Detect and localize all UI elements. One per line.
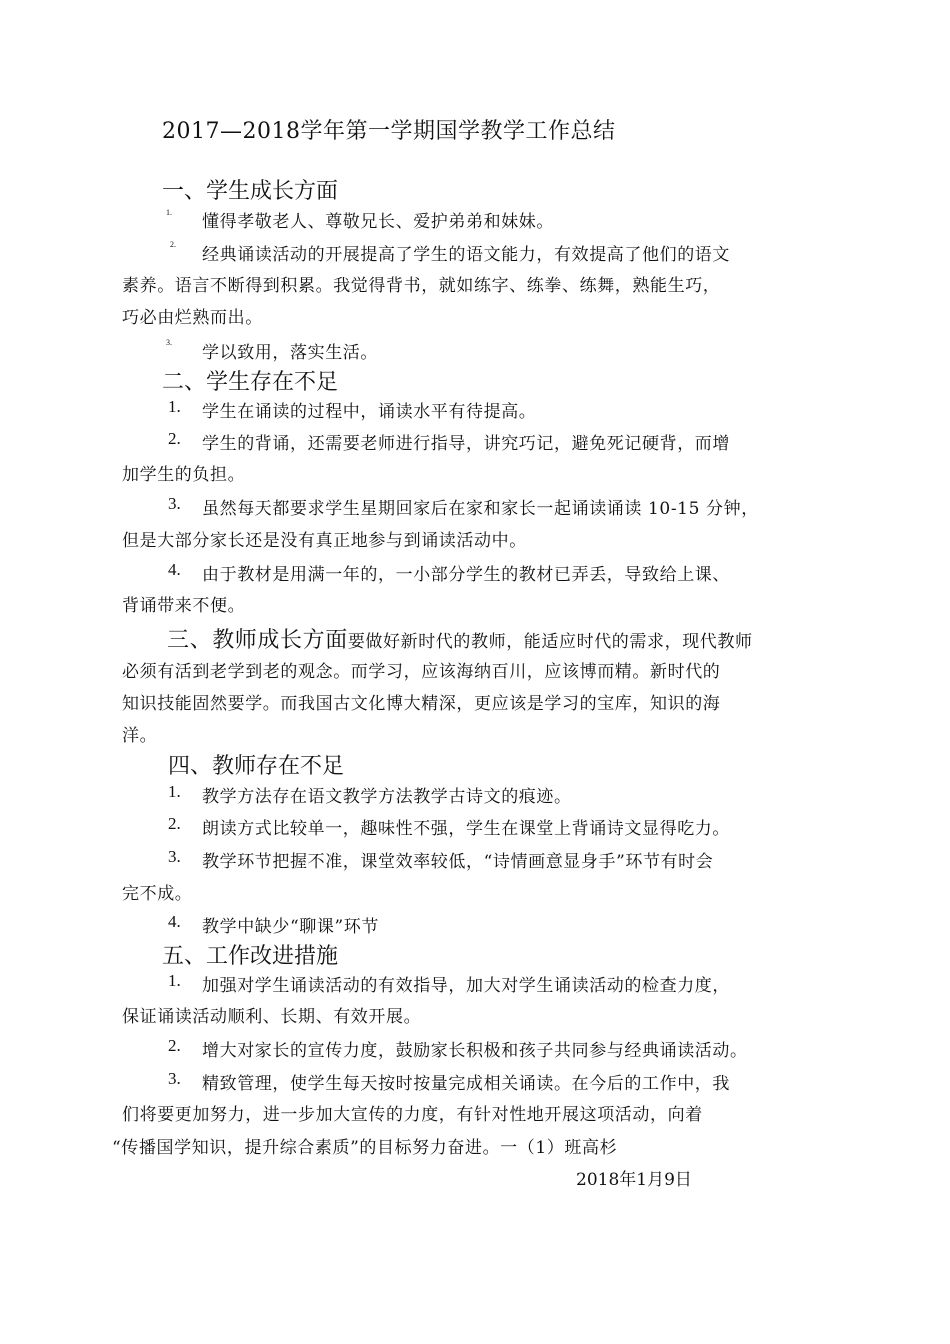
item-text: 学生的背诵，还需要老师进行指导，讲究巧记，避免死记硬背，而增 [202, 434, 730, 454]
item-number: 1. [168, 782, 181, 801]
item-text: 保证诵读活动顺利、长期、有效开展。 [122, 1007, 422, 1027]
document-title: 2017—2018学年第一学期国学教学工作总结 [162, 119, 616, 144]
item-text: 经典诵读活动的开展提高了学生的语文能力，有效提高了他们的语文 [202, 245, 730, 265]
item-text: 虽然每天都要求学生星期回家后在家和家长一起诵读诵读 10-15 分钟， [202, 499, 759, 519]
section-heading-4: 四、教师存在不足 [168, 754, 345, 779]
item-text: 们将要更加努力，进一步加大宣传的力度，有针对性地开展这项活动，向着 [122, 1105, 703, 1125]
section-heading-5: 五、工作改进措施 [162, 944, 339, 969]
paragraph-text: 要做好新时代的教师，能适应时代的需求，现代教师 [347, 632, 753, 652]
item-number: 3. [168, 1069, 181, 1088]
item-text: 学以致用，落实生活。 [202, 343, 378, 363]
item-text: 朗读方式比较单一，趣味性不强，学生在课堂上背诵诗文显得吃力。 [202, 819, 730, 839]
section-heading-1: 一、学生成长方面 [162, 179, 339, 204]
paragraph-text: 必须有活到老学到老的观念。而学习，应该海纳百川，应该博而精。新时代的 [122, 662, 721, 682]
item-text: 背诵带来不便。 [122, 596, 246, 616]
item-text: 教学方法存在语文教学方法教学古诗文的痕迹。 [202, 787, 572, 807]
item-text: 加学生的负担。 [122, 465, 246, 485]
item-number: 1. [168, 397, 181, 416]
item-text: 教学环节把握不准，课堂效率较低，“诗情画意显身手”环节有时会 [202, 852, 714, 872]
item-text: 学生在诵读的过程中，诵读水平有待提高。 [202, 402, 537, 422]
document-date: 2018年1月9日 [576, 1170, 692, 1190]
paragraph-text: 洋。 [122, 726, 158, 746]
item-text: 教学中缺少“聊课”环节 [202, 917, 379, 937]
section-heading-3: 三、教师成长方面 [167, 628, 348, 653]
item-text: 懂得孝敬老人、尊敬兄长、爱护弟弟和妹妹。 [202, 212, 554, 232]
item-text: 由于教材是用满一年的，一小部分学生的教材已弄丢，导致给上课、 [202, 565, 730, 585]
item-number: 1. [168, 971, 181, 990]
item-number: 2. [168, 429, 181, 448]
paragraph-text: 知识技能固然要学。而我国古文化博大精深，更应该是学习的宝库，知识的海 [122, 694, 721, 714]
item-number: 1. [166, 208, 172, 217]
item-text: “传播国学知识，提升综合素质”的目标努力奋进。一（1）班高杉 [112, 1138, 618, 1158]
item-text: 但是大部分家长还是没有真正地参与到诵读活动中。 [122, 531, 527, 551]
item-number: 3. [166, 338, 172, 347]
item-text: 精致管理，使学生每天按时按量完成相关诵读。在今后的工作中，我 [202, 1074, 730, 1094]
section-heading-2: 二、学生存在不足 [162, 370, 339, 395]
item-number: 4. [168, 560, 181, 579]
item-number: 3. [168, 847, 181, 866]
item-number: 2. [168, 1036, 181, 1055]
item-text: 完不成。 [122, 884, 193, 904]
item-text: 巧必由烂熟而出。 [122, 308, 263, 328]
section-3-paragraph-first-line [167, 623, 753, 654]
item-number: 4. [168, 912, 181, 931]
item-text: 加强对学生诵读活动的有效指导，加大对学生诵读活动的检查力度， [202, 976, 730, 996]
item-text: 素养。语言不断得到积累。我觉得背书，就如练字、练拳、练舞，熟能生巧， [122, 276, 721, 296]
item-number: 2. [170, 240, 176, 249]
item-number: 3. [168, 494, 181, 513]
item-number: 2. [168, 814, 181, 833]
item-text: 增大对家长的宣传力度，鼓励家长积极和孩子共同参与经典诵读活动。 [202, 1041, 748, 1061]
